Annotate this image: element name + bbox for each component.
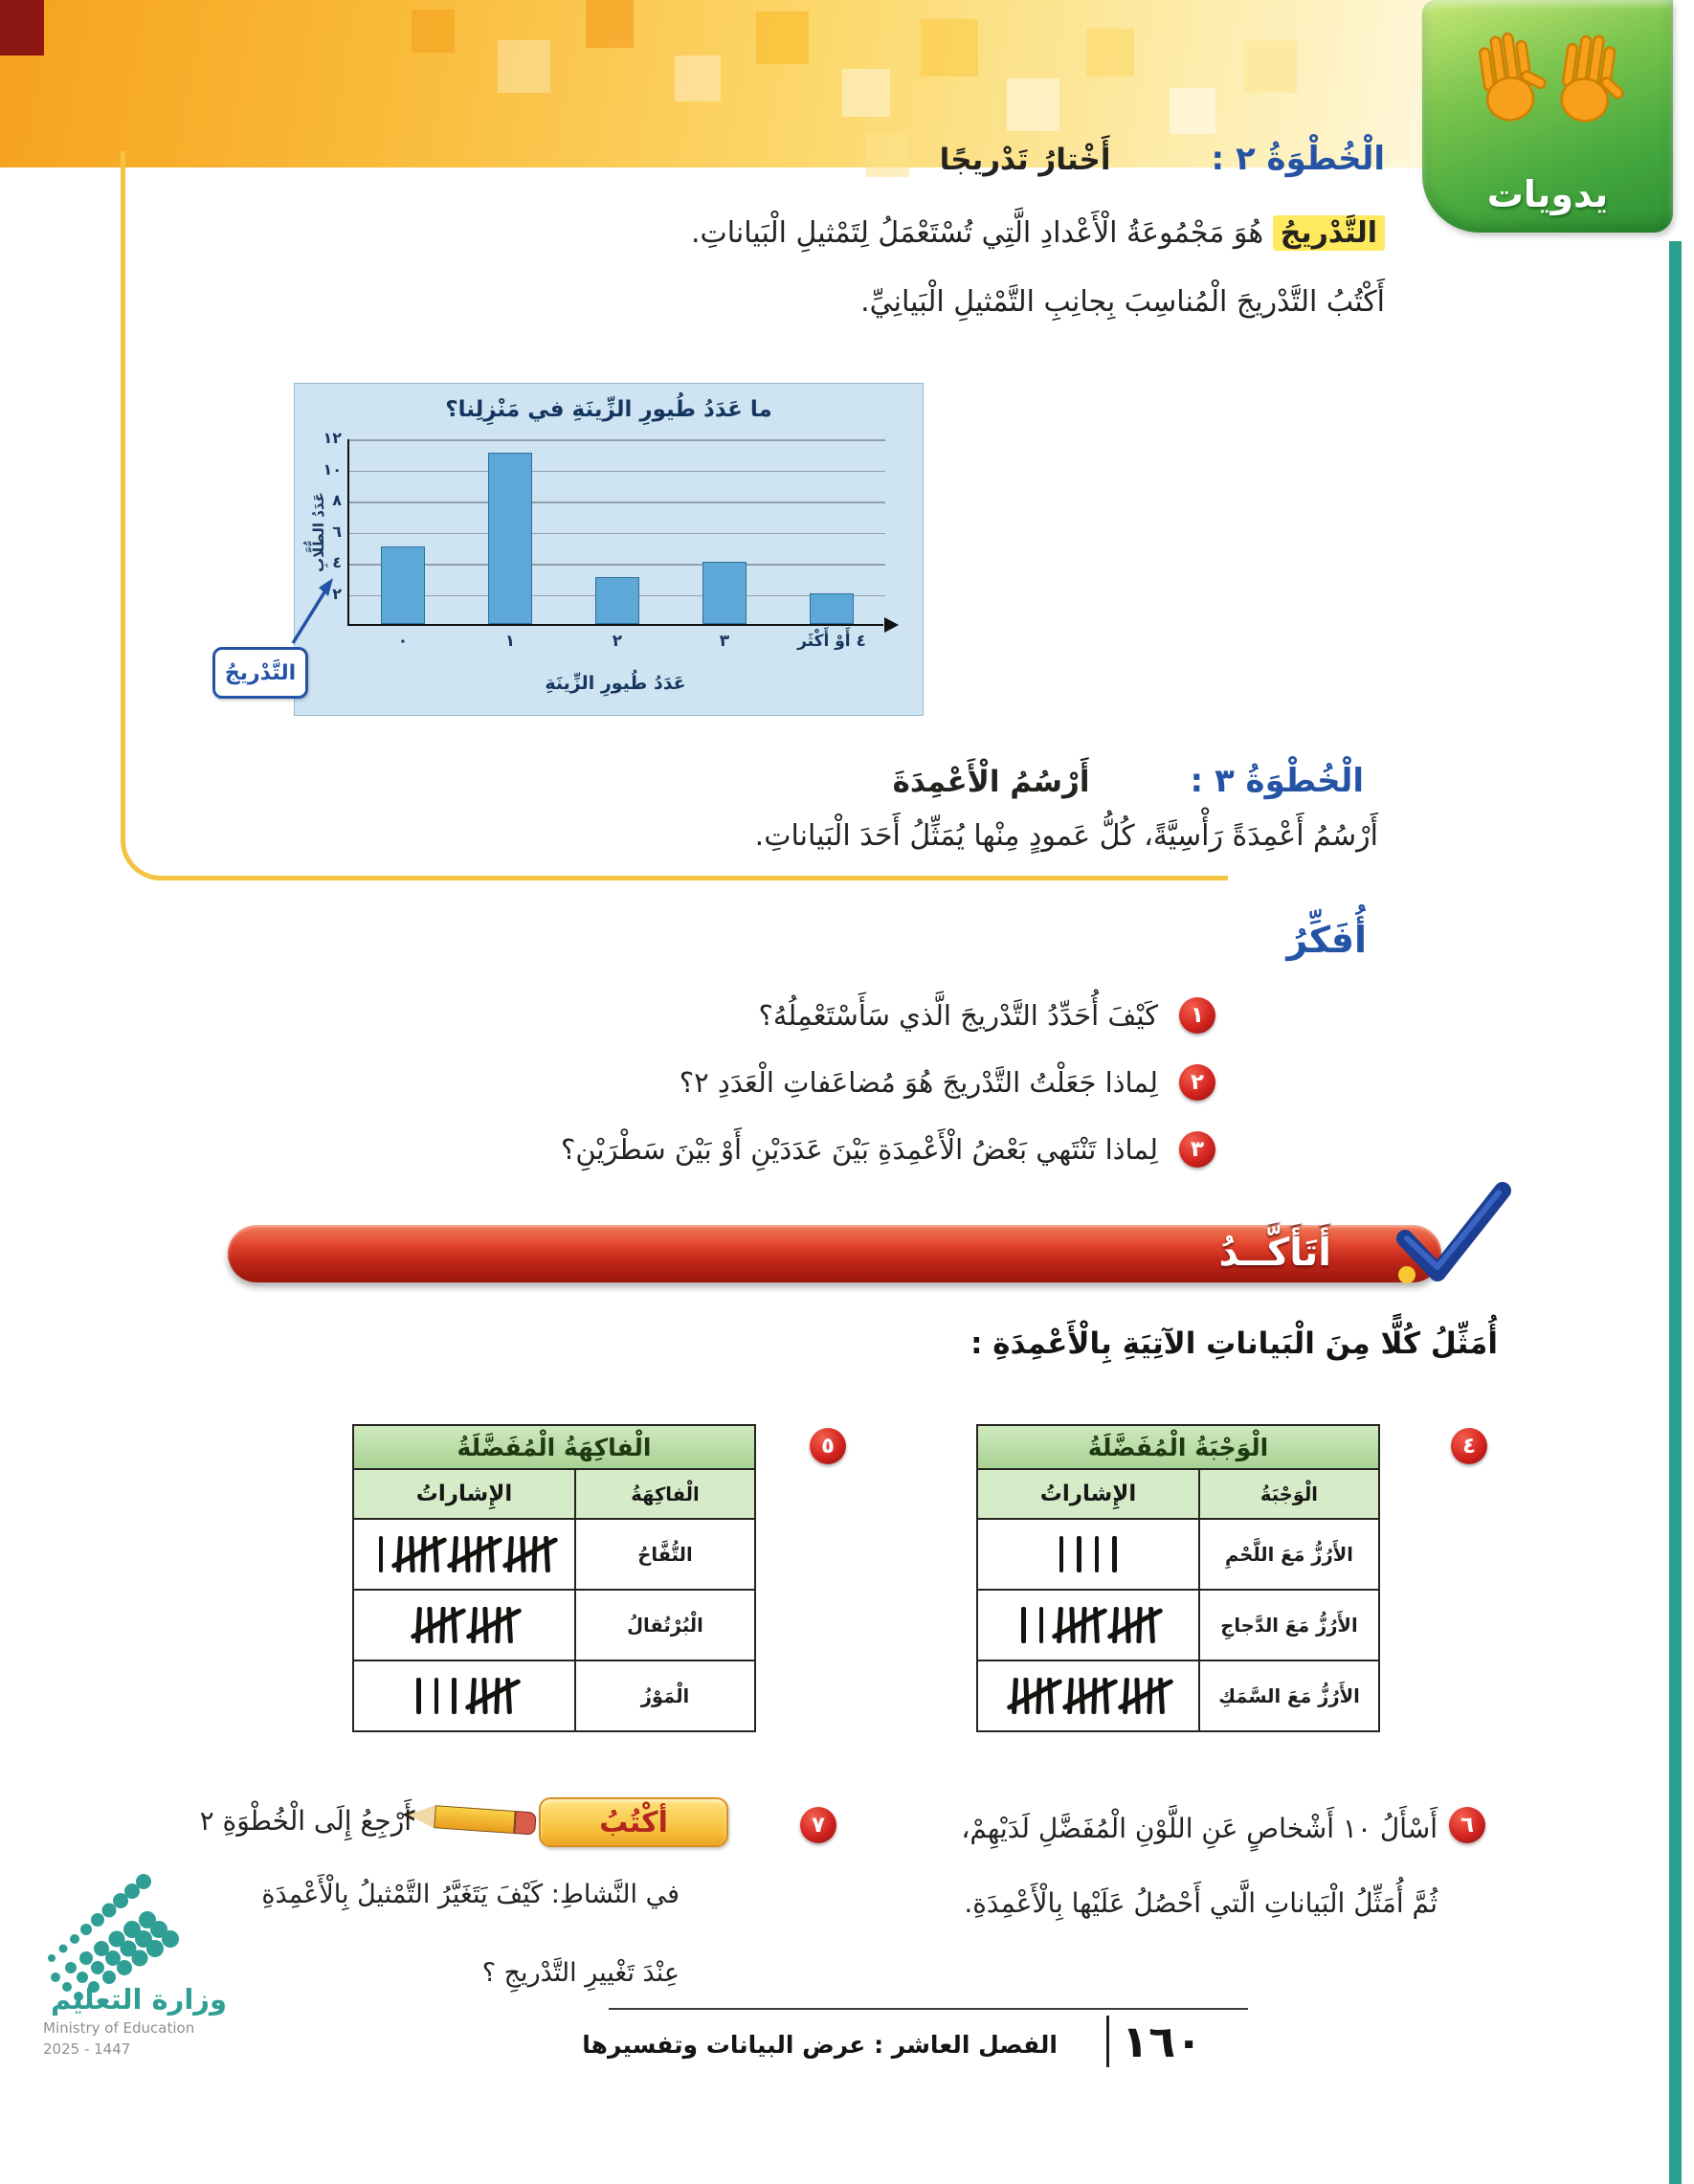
exercise6-line2: ثُمَّ أُمَثِّلُ الْبَياناتِ الَّتي أَحْصُلُ عَلَيْها بِالْأَعْمِدَةِ. bbox=[964, 1887, 1438, 1919]
question-number-badge: ١ bbox=[1179, 997, 1215, 1034]
exercise-number-badge: ٧ bbox=[800, 1807, 836, 1843]
step2-subtitle: أَخْتارُ تَدْريجًا bbox=[939, 143, 1111, 177]
meals-tally-table bbox=[976, 1424, 1380, 1732]
mosaic-square bbox=[756, 11, 809, 64]
y-tick-label: ٦ bbox=[332, 522, 342, 541]
scale-definition bbox=[691, 216, 1385, 250]
check-banner-label: أَتَأَكَّــدُ bbox=[1218, 1231, 1331, 1275]
question-text: لِماذا جَعَلْتُ التَّدْريجَ هُوَ مُضاعَفاتِ الْعَدَدِ ٢؟ bbox=[679, 1066, 1158, 1099]
callout-arrow bbox=[285, 576, 352, 649]
pencil-icon bbox=[405, 1800, 541, 1839]
table-row-item: الْبُرْتُقالُ bbox=[574, 1589, 754, 1660]
definition-text: هُوَ مَجْمُوعَةُ الْأَعْدادِ الَّتِي تُسْتَعْمَلُ لِتَمْثيلِ الْبَياناتِ. bbox=[691, 216, 1273, 250]
exercise7-line2: في النَّشاطِ: كَيْفَ يَتَغَيَّرُ التَّمْثيلُ بِالْأَعْمِدَةِ bbox=[261, 1880, 680, 1909]
chart-gridline bbox=[349, 564, 885, 566]
exercise-number-badge: ٤ bbox=[1451, 1428, 1487, 1464]
x-tick-label: ١ bbox=[504, 632, 516, 651]
footer-rule bbox=[609, 2008, 1248, 2010]
page-edge-strip bbox=[1669, 241, 1682, 2184]
table-row-item: الأَرُزُّ مَعَ الدَّجاجِ bbox=[1198, 1589, 1378, 1660]
chart-gridline bbox=[349, 533, 885, 535]
x-axis-label: عَدَدُ طُيورِ الزِّينَةِ bbox=[545, 673, 686, 694]
tally-group-of-five bbox=[507, 1536, 549, 1572]
x-tick-label: ٣ bbox=[719, 632, 730, 651]
think-question-row bbox=[561, 1131, 1215, 1168]
question-text: لِماذا تَنْتَهي بَعْضُ الْأَعْمِدَةِ بَيْنَ عَدَدَيْنِ أَوْ بَيْنَ سَطْرَيْنِ؟ bbox=[560, 1133, 1158, 1166]
x-axis-arrow bbox=[884, 617, 899, 633]
tally-group-of-five bbox=[1057, 1607, 1099, 1643]
mosaic-square bbox=[1007, 78, 1059, 131]
chart-gridline bbox=[349, 501, 885, 503]
table-row-item: التُّفَّاحُ bbox=[574, 1518, 754, 1589]
step3-heading bbox=[893, 762, 1364, 800]
tally-group-of-five bbox=[1012, 1678, 1054, 1714]
tally-marks bbox=[978, 1591, 1198, 1660]
ministry-name-english: Ministry of Education bbox=[43, 2019, 195, 2037]
mosaic-square bbox=[921, 19, 978, 77]
checkmark-icon bbox=[1386, 1179, 1520, 1290]
y-tick-label: ٨ bbox=[332, 491, 342, 509]
question-number-badge: ٢ bbox=[1179, 1064, 1215, 1101]
chart-bar bbox=[810, 593, 854, 625]
fruits-tally-table bbox=[352, 1424, 756, 1732]
tally-group-of-five bbox=[1123, 1678, 1165, 1714]
table-row-item: الأَرُزُّ مَعَ اللَّحْمِ bbox=[1198, 1518, 1378, 1589]
corner-decoration bbox=[0, 0, 44, 56]
think-question-row bbox=[680, 1064, 1215, 1101]
tally-marks bbox=[354, 1661, 574, 1730]
chart-gridline bbox=[349, 471, 885, 473]
bar-chart bbox=[294, 383, 924, 716]
y-tick-label: ٤ bbox=[332, 553, 342, 571]
pencil-body bbox=[434, 1805, 515, 1834]
column-header-item: الْوَجْبَةُ bbox=[1198, 1470, 1378, 1518]
chart-bar bbox=[702, 562, 747, 624]
tally-group-of-five bbox=[470, 1678, 512, 1714]
step2-instruction: أَكْتُبُ التَّدْريجَ الْمُناسِبَ بِجانِبِ التَّمْثيلِ الْبَيانِيِّ. bbox=[860, 285, 1385, 319]
x-tick-label: ٢ bbox=[612, 632, 623, 651]
tally-group-of-five bbox=[396, 1536, 438, 1572]
step3-body: أَرْسُمُ أَعْمِدَةً رَأْسِيَّةً، كُلُّ عَمودٍ مِنْها يُمَثِّلُ أَحَدَ الْبَياناتِ. bbox=[754, 819, 1378, 853]
footer-chapter: الفصل العاشر : عرض البيانات وتفسيرها bbox=[582, 2031, 1058, 2059]
column-header-item: الْفاكِهَةُ bbox=[574, 1470, 754, 1518]
y-tick-label: ١٢ bbox=[323, 429, 342, 447]
exercise-number-badge: ٥ bbox=[810, 1428, 846, 1464]
table-title: الْفاكِهَةُ الْمُفَضَّلَةُ bbox=[354, 1426, 754, 1470]
table-row-item: الْمَوْزُ bbox=[574, 1660, 754, 1730]
highlighted-term: التَّدْريجُ bbox=[1273, 215, 1385, 251]
exercise-number-badge: ٦ bbox=[1449, 1807, 1485, 1843]
chart-bar bbox=[595, 577, 639, 624]
chart-plot bbox=[323, 429, 883, 651]
tally-marks bbox=[978, 1520, 1198, 1589]
mosaic-square bbox=[842, 69, 890, 117]
ministry-name-arabic: وزارة التعليم bbox=[50, 1983, 228, 2016]
hands-on-badge bbox=[1422, 0, 1673, 233]
chart-gridline bbox=[349, 439, 885, 441]
tally-group-of-five bbox=[471, 1607, 513, 1643]
tally-group-of-five bbox=[452, 1536, 494, 1572]
write-badge: أكْتُبُ bbox=[539, 1797, 728, 1847]
tally-marks bbox=[978, 1661, 1198, 1730]
mosaic-square bbox=[675, 56, 721, 101]
question-text: كَيْفَ أُحَدِّدُ التَّدْريجَ الَّذي سَأَسْتَعْمِلُهُ؟ bbox=[758, 999, 1158, 1032]
exercise6-text bbox=[961, 1792, 1438, 1941]
tally-group-of-five bbox=[1067, 1678, 1109, 1714]
check-intro: أُمَثِّلُ كُلًّا مِنَ الْبَياناتِ الآتِيَةِ بِالْأَعْمِدَةِ : bbox=[970, 1326, 1498, 1361]
step3-subtitle: أَرْسُمُ الْأَعْمِدَةَ bbox=[892, 765, 1090, 799]
y-tick-label: ١٠ bbox=[323, 459, 342, 479]
page-number: ١٦٠ bbox=[1122, 2016, 1203, 2067]
footer-divider bbox=[1106, 2016, 1109, 2067]
scale-callout: التَّدْريجُ bbox=[212, 647, 308, 699]
mosaic-square bbox=[586, 0, 634, 48]
tally-marks bbox=[354, 1591, 574, 1660]
step2-heading bbox=[940, 140, 1385, 178]
mosaic-square bbox=[1244, 40, 1297, 93]
column-header-tally: الإِشاراتُ bbox=[978, 1470, 1198, 1518]
table-row-item: الأَرُزُّ مَعَ السَّمَكِ bbox=[1198, 1660, 1378, 1730]
mosaic-square bbox=[412, 10, 455, 53]
step3-title: الْخُطْوَةُ ٣ : bbox=[1190, 762, 1364, 800]
chart-bar bbox=[488, 453, 532, 624]
hands-icon bbox=[1461, 17, 1634, 142]
pencil-eraser bbox=[514, 1811, 537, 1835]
y-tick-label: ٢ bbox=[332, 584, 342, 603]
table-title: الْوَجْبَةُ الْمُفَضَّلَةُ bbox=[978, 1426, 1378, 1470]
y-axis-label: عَدَدُ الطُّلَّابِ bbox=[310, 492, 327, 572]
tally-group-of-five bbox=[1112, 1607, 1154, 1643]
x-tick-label: ٤ أَوْ أَكْثَر bbox=[797, 632, 866, 651]
ministry-years: 2025 - 1447 bbox=[43, 2040, 131, 2058]
chart-bar bbox=[381, 546, 425, 624]
check-banner bbox=[228, 1225, 1441, 1282]
mosaic-square bbox=[498, 40, 550, 93]
question-number-badge: ٣ bbox=[1179, 1131, 1215, 1168]
mosaic-square bbox=[1170, 88, 1215, 134]
exercise7-line1: أَرْجِعُ إِلَى الْخُطْوَةِ ٢ bbox=[199, 1805, 412, 1837]
step2-title: الْخُطْوَةُ ٢ : bbox=[1211, 140, 1385, 178]
exercise7-line3: عِنْدَ تَغْييرِ التَّدْريجِ ؟ bbox=[481, 1958, 680, 1988]
think-question-row bbox=[758, 997, 1215, 1034]
tally-group-of-five bbox=[415, 1607, 457, 1643]
tally-marks bbox=[354, 1520, 574, 1589]
badge-label: يدويات bbox=[1486, 173, 1609, 215]
think-heading: أُفَكِّرُ bbox=[1286, 919, 1367, 961]
mosaic-square bbox=[1086, 29, 1134, 77]
exercise6-line1: أَسْأَلُ ١٠ أَشْخاصٍ عَنِ اللَّوْنِ الْمُفَضَّلِ لَدَيْهِمْ، bbox=[961, 1813, 1438, 1844]
column-header-tally: الإِشاراتُ bbox=[354, 1470, 574, 1518]
chart-title: ما عَدَدُ طُيورِ الزِّينَةِ في مَنْزِلِنا؟ bbox=[445, 397, 772, 422]
x-tick-label: ٠ bbox=[397, 632, 409, 651]
